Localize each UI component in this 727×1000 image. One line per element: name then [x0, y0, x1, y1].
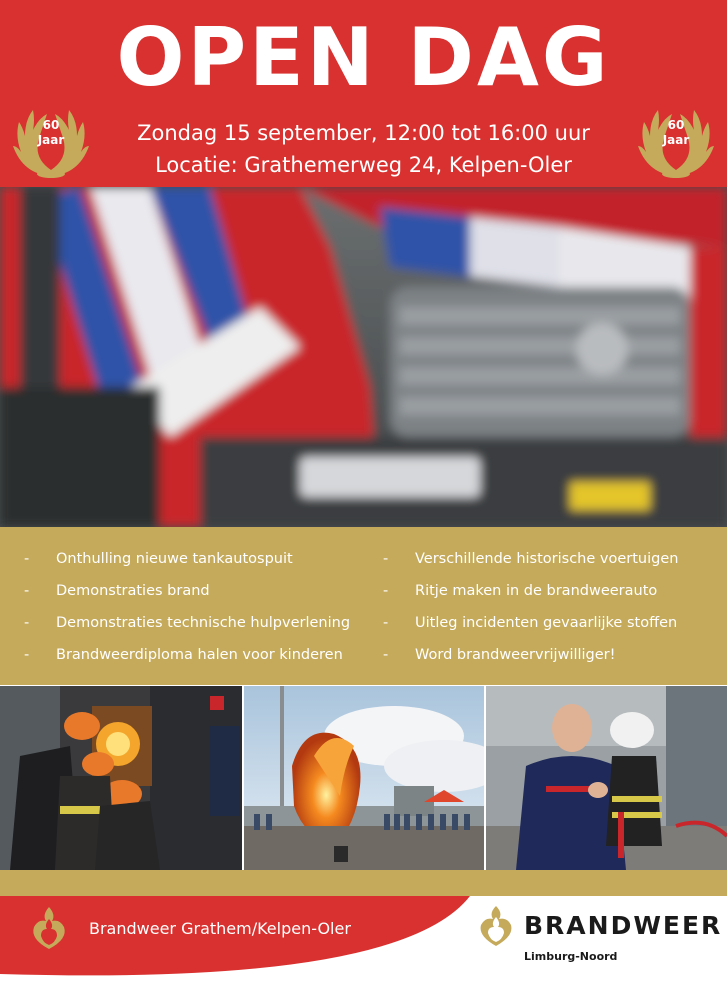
event-date: Zondag 15 september, 12:00 tot 16:00 uur — [137, 121, 590, 145]
badge-number: 60 — [667, 118, 685, 132]
brandweer-flame-logo-icon — [476, 904, 516, 948]
list-item: - Word brandweervrijwilliger! — [383, 647, 616, 663]
fire-demonstration-photo — [244, 686, 484, 870]
brandweer-flame-logo-icon — [26, 905, 72, 951]
badge-number: 60 — [42, 118, 60, 132]
list-item: - Brandweerdiploma halen voor kinderen — [24, 647, 343, 663]
brand-region: Limburg-Noord — [524, 950, 618, 963]
list-item: - Demonstraties brand — [24, 583, 210, 599]
page-title: OPEN DAG — [116, 11, 611, 104]
badge-unit: Jaar — [662, 133, 690, 147]
badge-unit: Jaar — [37, 133, 65, 147]
photo-strip — [0, 686, 727, 870]
firefighter-with-child-photo — [486, 686, 727, 870]
list-item: - Onthulling nieuwe tankautospuit — [24, 551, 293, 567]
list-item: - Verschillende historische voertuigen — [383, 551, 679, 567]
header-banner — [0, 0, 727, 187]
event-location: Locatie: Grathemerweg 24, Kelpen-Oler — [155, 153, 572, 177]
list-item: - Ritje maken in de brandweerauto — [383, 583, 658, 599]
brand-name: BRANDWEER — [524, 911, 723, 940]
features-right-list — [383, 548, 678, 676]
fire-truck-photo — [0, 187, 727, 527]
list-item: - Uitleg incidenten gevaarlijke stoffen — [383, 615, 678, 631]
gold-divider — [0, 870, 727, 896]
list-item: - Demonstraties technische hulpverlening — [24, 615, 351, 631]
kids-firefighters-photo — [0, 686, 242, 870]
features-panel — [0, 527, 727, 685]
station-name: Brandweer Grathem/Kelpen-Oler — [89, 919, 351, 938]
features-left-list — [24, 548, 350, 676]
